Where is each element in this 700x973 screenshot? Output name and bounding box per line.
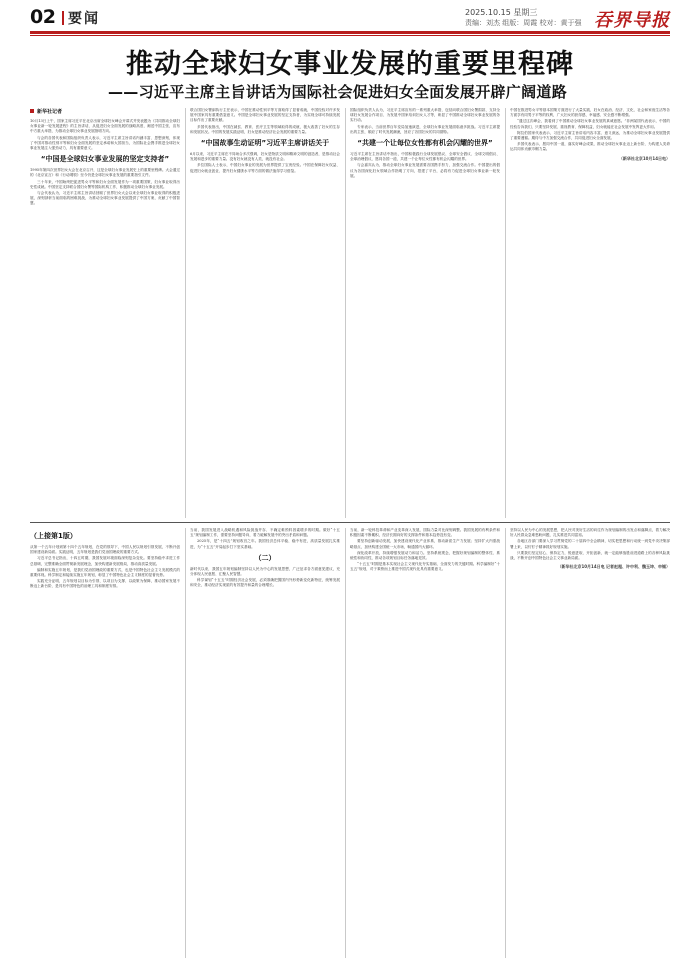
editor-credits: 责编：刘杰 组版：周霞 校对：黄于强 (465, 19, 582, 27)
article-column-1 (30, 108, 180, 518)
section-number: （二） (254, 553, 276, 562)
masthead-logo: 吞界导报 (594, 10, 670, 31)
paragraph: 1995年第四次世界妇女大会在北京召开，这是全球妇女事业发展史上的重要里程碑。大会通过的《北京宣言》和《行动纲领》至今仍是全球妇女事业发展的重要指引文件。 (30, 168, 180, 178)
paragraph: 10月13日上午，国家主席习近平在北京出席全球妇女峰会开幕式并发表题为《共同推动全球妇女事业新一轮发展进程》的主旨讲话，从促进妇女全面发展的战略高度，阐述中国主张，宣布中方重大举措，为推动全球妇女事业发展指明方向。 (30, 119, 180, 134)
paragraph: 联合国妇女署副执行主任表示，中国在推动性别平等方面取得了显著成就，中国经验对许多发展中国家具有重要借鉴意义。中国是全球妇女事业发展的坚定支持者，为实现全球可持续发展目标作出了重要贡献。 (190, 108, 340, 123)
paragraph: 多国代表指出，中国在减贫、教育、医疗卫生等领域取得的成就，极大改善了妇女的生存和发展状况。中国的发展实践证明，妇女是推动经济社会发展的重要力量。 (190, 124, 340, 134)
paragraph: 编制和实施五年规划，是我们党治国理政的重要方式，也是中国特色社会主义发展模式的重要体现。科学制定和接续实施五年规划，彰显了中国特色社会主义制度的显著优势。 (30, 567, 180, 578)
lower-column-1 (30, 528, 180, 958)
paragraph: 当前，新一轮科技革命和产业变革深入发展，国际力量对比深刻调整。我国发展的有利条件和积极因素不断累积，经济长期向好的支撑条件和基本趋势没有变。 (350, 528, 500, 538)
column-divider (345, 528, 346, 958)
article-column-4 (510, 108, 670, 518)
paragraph: 专家表示，当前世界百年变局加速演进，全球妇女事业发展面临诸多挑战。习近平主席提出的主张，顺应了时代发展潮流，回应了各国妇女的共同期待。 (350, 124, 500, 134)
paragraph: 要坚持创新驱动发展，加快建设现代化产业体系，推动新质生产力发展；坚持扩大内需战略基点，加快构建全国统一大市场，畅通国内大循环。 (350, 539, 500, 549)
lower-column-4 (510, 528, 670, 958)
column-divider (185, 108, 186, 518)
paragraph: 中国在推进男女平等基本国策方面进行了大量实践，妇女在政治、经济、文化、社会和家庭生活等各方面享有同男子平等的权利，广大妇女的获得感、幸福感、安全感不断增强。 (510, 108, 670, 118)
paragraph: 国际组织负责人认为，习近平主席宣布的一系列重大举措，包括向联合国妇女署捐款、支持全球妇女发展合作项目、为发展中国家培训妇女人才等，彰显了中国推动全球妇女事业发展的务实行动。 (350, 108, 500, 123)
paragraph: 坚持以人民为中心的发展思想，把人民对美好生活的向往作为规划编制的出发点和落脚点，着力解决好人民群众急难愁盼问题，扎实推进共同富裕。 (510, 528, 670, 538)
issue-date: 2025.10.15 星期三 (465, 8, 538, 17)
section-heading: “中国故事生动证明”习近平主席讲话关于 (200, 139, 330, 148)
paragraph: 6月以来，习近平主席在不同场合多次强调，妇女是物质文明和精神文明的创造者，是推动社会发展和进步的重要力量。没有妇女就没有人类，就没有社会。 (190, 152, 340, 162)
header-accent-bar (62, 11, 64, 25)
paragraph: 只要我们坚定信心、保持定力，锐意进取、开拓创新，就一定能够战胜前进道路上的各种风险挑战，不断开创中国特色社会主义事业新局面。 (510, 550, 670, 561)
column-divider (505, 528, 506, 958)
header-rule (30, 31, 670, 34)
byline (30, 108, 180, 115)
byline-text: 新华社记者 (37, 109, 63, 115)
column-divider (345, 108, 346, 518)
byline-marker (30, 109, 34, 113)
paragraph: 三十年来，中国始终把促进男女平等和妇女全面发展作为一项重要国策，妇女事业取得历史性成就。中国坚定支持联合国妇女署等国际机构工作，积极推动全球妇女事业发展。 (30, 179, 180, 189)
paragraph: “通过这次峰会，我看到了中国推动全球妇女事业发展的真诚意愿。”非洲某国代表表示，中国的经验告诉我们，只要坚持发展、重视教育、保障权益，妇女就能在社会发展中发挥更大作用。 (510, 119, 670, 129)
paragraph: 多位国际人士表示，中国妇女事业的发展为世界提供了宝贵经验。中国在保障妇女权益、促进妇女就业创业、提升妇女健康水平等方面的做法值得学习借鉴。 (190, 163, 340, 173)
paragraph: 习近平主席在主旨讲话中指出，中国积极践行全球发展倡议、全球安全倡议、全球文明倡议、全球治理倡议，愿同各国一道，共建一个让每位女性都有机会闪耀的世界。 (350, 152, 500, 162)
paragraph: 科学谋划“十五五”时期经济社会发展，必须准确把握国内外形势新变化新特征，统筹发展和安全，推动经济实现质的有效提升和量的合理增长。 (190, 578, 340, 588)
section-heading: “中国是全球妇女事业发展的坚定支持者” (40, 155, 170, 164)
article-column-3 (350, 108, 500, 518)
paragraph: 从第一个五年计划到第十四个五年规划，在党的领导下，中国人民以规划引领发展，不断开创国家建设新局面。实践证明，五年规划是我们党治国理政的重要方式。 (30, 545, 180, 555)
page-header (30, 6, 670, 30)
section-title: 要闻 (68, 11, 100, 27)
paragraph: 当前，我国发展进入战略机遇和风险挑战并存、不确定难预料因素增多的时期。做好“十五五”规划编制工作，需要坚持问题导向，着力破解发展中的突出矛盾和问题。 (190, 528, 340, 538)
lower-column-3 (350, 528, 500, 958)
article-headline: 推动全球妇女事业发展的重要里程碑 (126, 49, 574, 80)
paragraph: “十五五”时期是基本实现社会主义现代化夯实基础、全面发力的关键时期。科学编制好“十五五”规划，对于乘势而上推进中国式现代化具有重要意义。 (350, 562, 500, 572)
article-column-2 (190, 108, 340, 518)
paragraph: 与会嘉宾认为，推动全球妇女事业发展需要各国携手努力，加强交流合作。中国提出的倡议为各国深化妇女领域合作指明了方向，搭建了平台，必将有力促进全球妇女事业新一轮发展。 (350, 163, 500, 178)
paragraph: 2025年，是“十四五”规划收官之年。我国经济总体平稳、稳中有进，高质量发展扎实推进，为“十五五”开局起步打下坚实基础。 (190, 539, 340, 549)
article-dateline: （新华社北京10月14日电） (618, 155, 670, 161)
paragraph: 阿拉伯国家代表表示，习近平主席主旨讲话内容丰富、意义深远，为推动全球妇女事业发展提供了重要遵循。期待与中方加强交流合作，共同促进妇女全面发展。 (510, 130, 670, 141)
continuation-label: （上接第1版） (30, 532, 77, 540)
article-subheadline: ——习近平主席主旨讲话为国际社会促进妇女全面发展开辟广阔道路 (108, 83, 568, 101)
article-dateline: （新华社北京10月14日电 记者赵超、许中利、魏玉坤、申铖） (557, 564, 670, 570)
paragraph: 深化改革开放，持续增强发展动力和活力。坚持系统观念，把握好规划编制的整体性、系统性和协同性，推动各项规划目标任务落地见效。 (350, 550, 500, 561)
paragraph: 习近平总书记指出，十四五时期，我国发展环境面临深刻复杂变化。要坚持稳中求进工作总基调，完整准确全面贯彻新发展理念，加快构建新发展格局，推动高质量发展。 (30, 556, 180, 566)
paragraph: 与会代表认为，习近平主席主旨讲话回顾了世界妇女大会以来全球妇女事业取得的积极进展，深刻剖析当前面临的困难挑战，为推动全球妇女事业发展提供了中国方案，贡献了中国智慧。 (30, 191, 180, 206)
page-number: 02 (30, 6, 56, 28)
article-separator (30, 522, 670, 523)
section-heading: “共建一个让每位女性都有机会闪耀的世界” (357, 139, 493, 148)
paragraph: 各地区各部门要深入学习贯彻党的二十届四中全会精神，切实把思想和行动统一到党中央决策部署上来，以钉钉子精神抓好规划实施。 (510, 539, 670, 549)
paragraph: 多国代表表示，愿同中国一道，落实好峰会成果，推动全球妇女事业迈上新台阶，为构建人类命运共同体贡献巾帼力量。 (510, 142, 670, 152)
header-rule-thin (30, 35, 670, 36)
paragraph: 与会的各国代表和国际组织负责人表示，习近平主席主旨讲话内涵丰富、思想深刻，体现了中国对推动性别平等和妇女全面发展的坚定承诺和大国担当，为国际社会携手推进全球妇女事业发展注入强劲动力，具有重要意义。 (30, 135, 180, 151)
column-divider (505, 108, 506, 518)
column-divider (185, 528, 186, 958)
paragraph: 实践充分证明，五年规划以目标为引领、以项目为支撑、以政策为保障，推动国家发展不断迈上新台阶，是具有中国特色的治理工具和制度安排。 (30, 579, 180, 589)
paragraph: 新时代以来，我国五年规划编制坚持以人民为中心的发展思想，广泛征求各方面意见建议，充分体现人民意愿、汇聚人民智慧。 (190, 566, 340, 577)
lower-column-2 (190, 528, 340, 958)
